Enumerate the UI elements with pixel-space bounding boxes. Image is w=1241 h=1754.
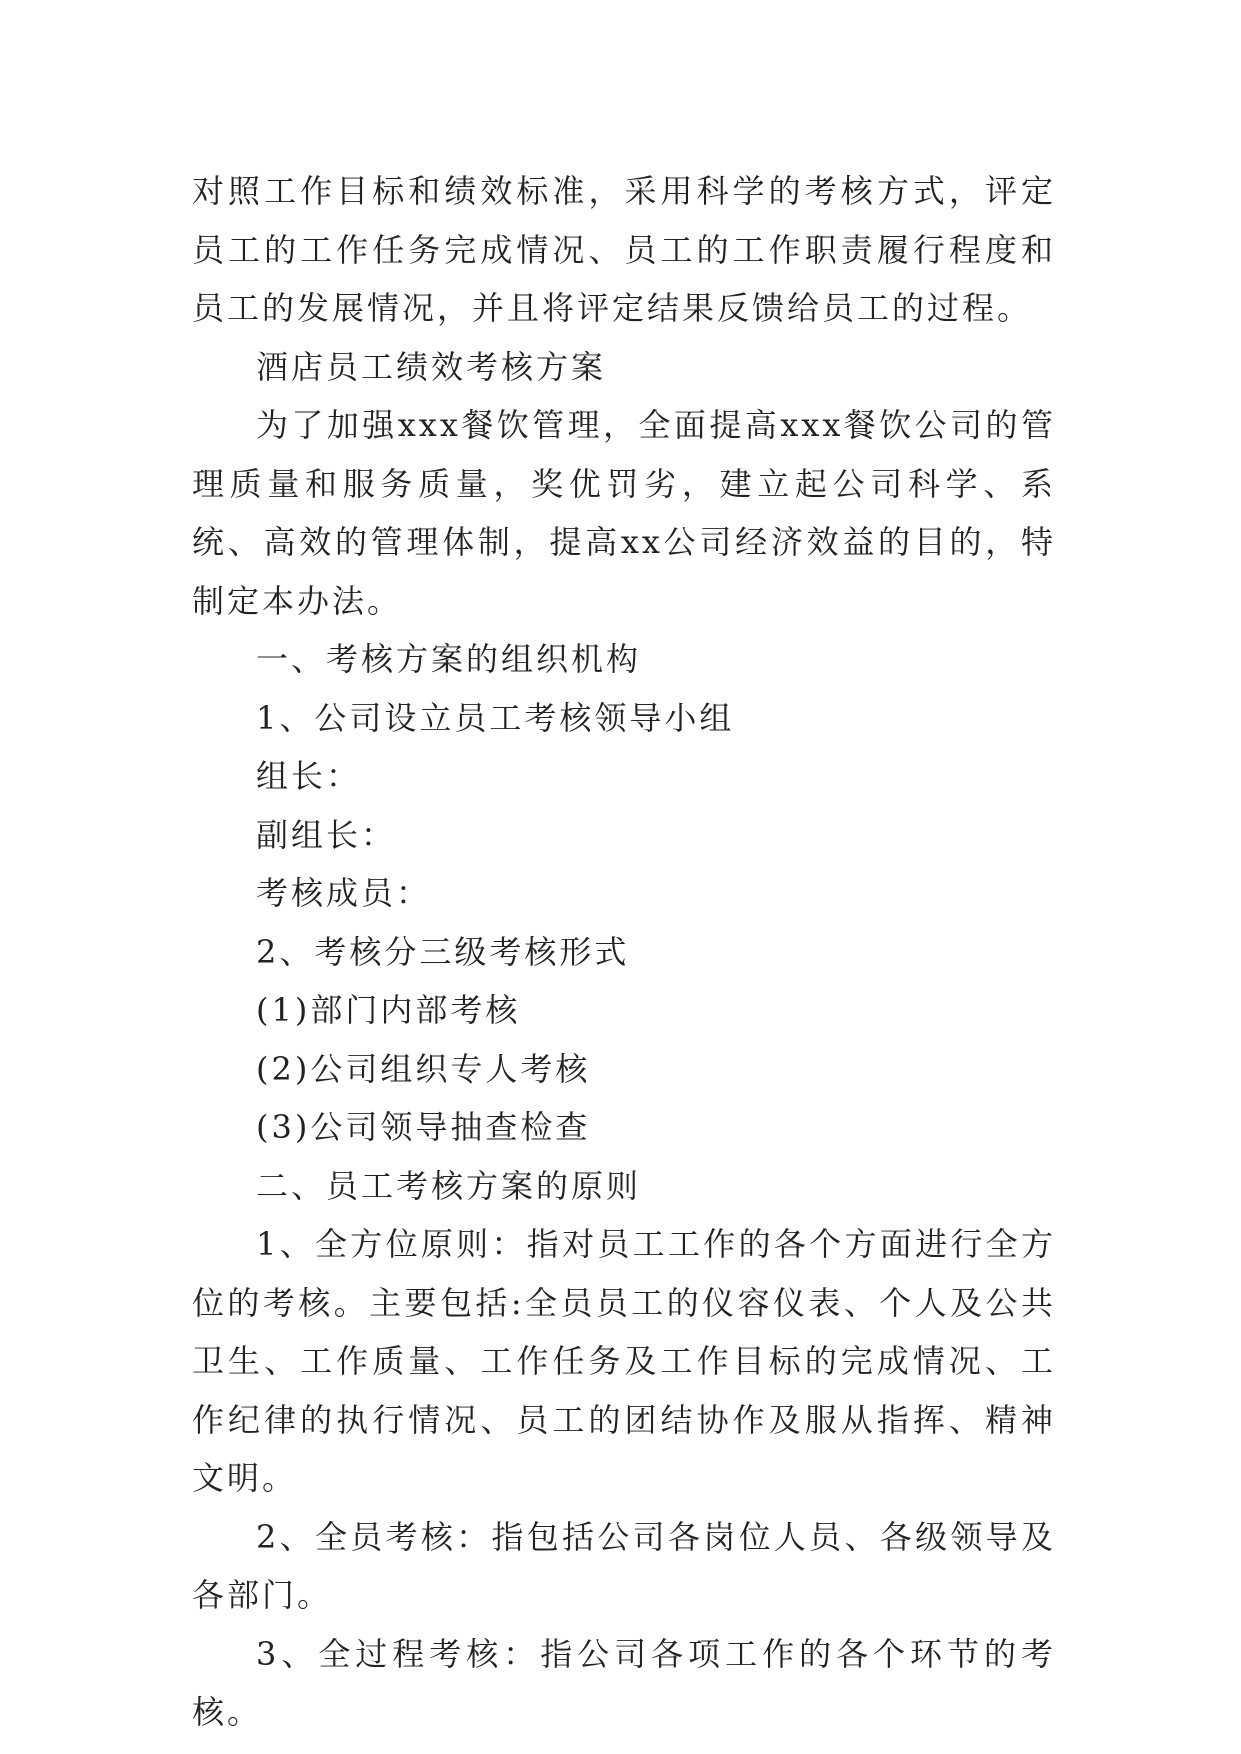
heading-organization: 一、考核方案的组织机构 [256, 640, 642, 678]
list-item: 3、全过程考核：指公司各项工作的各个环节的考核。 [192, 1634, 1056, 1731]
field-members: 考核成员： [256, 874, 432, 912]
sub-list-item: (3)公司领导抽查检查 [256, 1108, 591, 1146]
field-leader: 组长： [256, 757, 362, 795]
paragraph: 对照工作目标和绩效标准，采用科学的考核方式，评定员工的工作任务完成情况、员工的工作职责履行程度和员工的发展情况，并且将评定结果反馈给员工的过程。 [192, 172, 1056, 327]
field-deputy-leader: 副组长： [256, 815, 397, 854]
sub-list-item: (2)公司组织专人考核 [256, 1049, 591, 1088]
list-item: 2、考核分三级考核形式 [256, 932, 630, 971]
document-body [192, 162, 1056, 1742]
list-item: 1、公司设立员工考核领导小组 [256, 698, 735, 737]
list-item: 1、全方位原则：指对员工工作的各个方面进行全方位的考核。主要包括:全员员工的仪容仪表、个人及公共卫生、工作质量、工作任务及工作目标的完成情况、工作纪律的执行情况、员工的团结协作及服从指挥、精神文明。 [192, 1225, 1056, 1497]
paragraph: 为了加强xxx餐饮管理，全面提高xxx餐饮公司的管理质量和服务质量，奖优罚劣，建立起公司科学、系统、高效的管理体制，提高xx公司经济效益的目的，特制定本办法。 [192, 406, 1056, 620]
section-title: 酒店员工绩效考核方案 [256, 347, 607, 386]
heading-principles: 二、员工考核方案的原则 [256, 1166, 642, 1205]
list-item: 2、全员考核：指包括公司各岗位人员、各级领导及各部门。 [192, 1517, 1056, 1614]
sub-list-item: (1)部门内部考核 [256, 991, 521, 1029]
